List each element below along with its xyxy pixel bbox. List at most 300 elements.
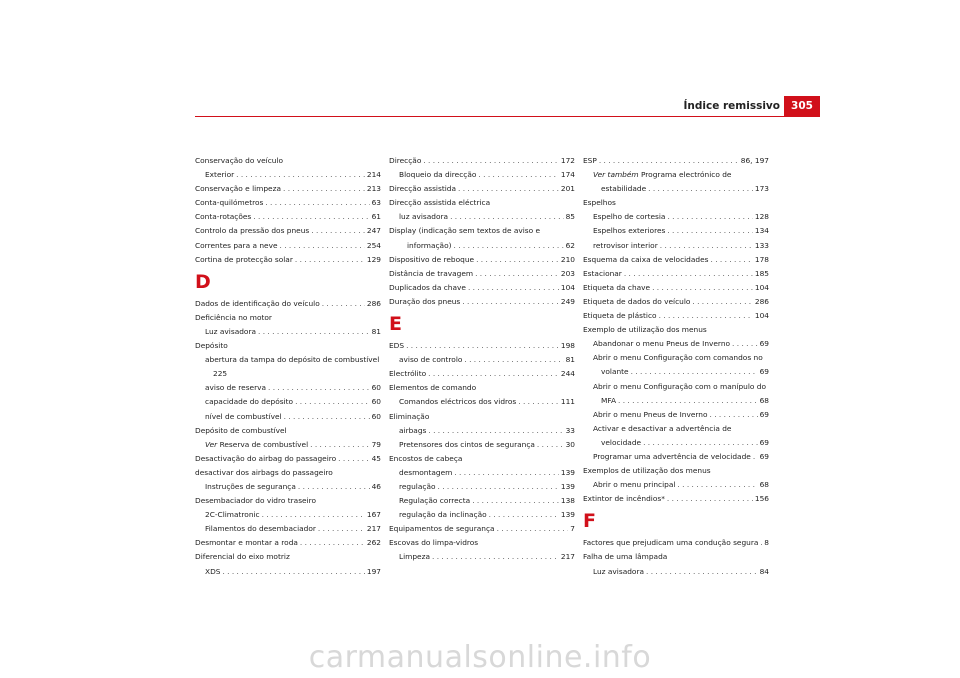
index-entry-page: 129 [366, 254, 381, 264]
index-entry-term [195, 550, 290, 564]
cross-reference-prefix: Ver [205, 439, 218, 449]
page-header [0, 96, 960, 120]
dot-leader [266, 381, 370, 395]
index-entry-page: 247 [366, 226, 381, 236]
index-entry-page: 139 [560, 467, 575, 477]
index-entry-term [399, 424, 426, 438]
dot-leader [452, 239, 564, 253]
index-entry-page: 62 [565, 240, 575, 250]
dot-leader [287, 424, 381, 438]
index-entry [195, 182, 381, 196]
index-entry-page: 203 [560, 268, 575, 278]
index-entry-term [593, 422, 731, 436]
index-entry-text: Conta-rotações [195, 212, 252, 222]
index-entry-page: 138 [560, 496, 575, 506]
index-entry-text: regulação [399, 481, 436, 491]
index-entry-term [583, 464, 711, 478]
index-entry [583, 380, 769, 394]
dot-leader [730, 337, 758, 351]
index-entry-text: Eliminação [389, 411, 430, 421]
dot-leader [296, 480, 370, 494]
dot-leader [476, 381, 575, 395]
index-entry [583, 408, 769, 422]
index-entry-text: Abandonar o menu Pneus de Inverno [593, 339, 731, 349]
index-entry [583, 239, 769, 253]
index-entry [389, 494, 575, 508]
dot-leader [283, 154, 381, 168]
index-entry-term [583, 295, 690, 309]
index-entry-page: 173 [754, 184, 769, 194]
index-entry-page: 249 [560, 296, 575, 306]
index-entry-text: Extintor de incêndios* [583, 494, 665, 504]
index-entry-page: 185 [754, 268, 769, 278]
index-entry-term [389, 253, 474, 267]
index-entry [195, 168, 381, 182]
index-entry [389, 381, 575, 395]
dot-leader [495, 522, 569, 536]
index-entry [195, 536, 381, 550]
index-entry [195, 508, 381, 522]
index-entry [583, 281, 769, 295]
dot-leader [452, 466, 559, 480]
index-entry-text: Etiqueta da chave [583, 282, 651, 292]
index-entry-term [583, 154, 597, 168]
index-entry [195, 452, 381, 466]
index-entry-term [601, 365, 629, 379]
index-entry-term [389, 224, 540, 238]
index-entry [583, 478, 769, 492]
index-entry-text: Duplicados da chave [389, 282, 466, 292]
index-entry [583, 224, 769, 238]
index-entry-text: Luz avisadora [205, 326, 257, 336]
index-entry-term [593, 168, 731, 182]
index-entry-text: Instruções de segurança [205, 481, 296, 491]
index-entry [195, 466, 381, 480]
index-entry-page: 7 [570, 524, 575, 534]
index-entry-text: Depósito [195, 341, 228, 351]
index-entry-text: MFA [601, 395, 617, 405]
index-entry [583, 154, 769, 168]
dot-leader [333, 466, 381, 480]
dot-leader [641, 436, 758, 450]
index-entry [195, 196, 381, 210]
index-entry-term [195, 536, 298, 550]
index-entry-page: 104 [754, 282, 769, 292]
index-entry-page: 69 [759, 409, 769, 419]
index-entry-page: 134 [754, 226, 769, 236]
index-entry-term [205, 395, 293, 409]
dot-leader [336, 452, 369, 466]
index-entry-text: Escovas do limpa-vidros [389, 538, 479, 548]
index-entry-term [213, 367, 227, 381]
index-entry-page: 104 [754, 311, 769, 321]
dot-leader [466, 281, 559, 295]
dot-leader [220, 565, 364, 579]
dot-leader [404, 339, 559, 353]
dot-leader [278, 239, 365, 253]
index-entry-page: 68 [759, 395, 769, 405]
index-entry [583, 565, 769, 579]
index-entry-text: Activar e desactivar a advertência de [593, 423, 732, 433]
index-entry-text: Esquema da caixa de velocidades [583, 254, 709, 264]
index-entry-term [593, 239, 658, 253]
index-entry [195, 550, 381, 564]
dot-leader [616, 196, 769, 210]
index-entry-page: 69 [759, 437, 769, 447]
dot-leader [622, 267, 753, 281]
index-entry [195, 367, 381, 381]
index-entry [389, 210, 575, 224]
index-entry-text: Espelhos exteriores [593, 226, 666, 236]
index-column-3 [583, 154, 769, 579]
index-entry [389, 267, 575, 281]
index-entry-text: Electrólito [389, 369, 427, 379]
index-entry [583, 536, 769, 550]
index-entry-text: Espelhos [583, 198, 616, 208]
index-entry-term [389, 196, 490, 210]
index-entry-text: Luz avisadora [593, 566, 645, 576]
index-entry [583, 550, 769, 564]
dot-leader [751, 450, 758, 464]
dot-leader [448, 210, 564, 224]
dot-leader [478, 536, 575, 550]
index-entry-text: airbags [399, 425, 427, 435]
index-entry-term [593, 210, 665, 224]
index-entry-term [389, 536, 478, 550]
index-entry [389, 196, 575, 210]
index-entry-term [195, 494, 316, 508]
dot-leader [657, 309, 753, 323]
index-entry-term [389, 267, 473, 281]
index-entry-page: 81 [371, 326, 381, 336]
index-column-2 [389, 154, 575, 565]
index-entry [583, 196, 769, 210]
index-entry-text: Dispositivo de reboque [389, 254, 475, 264]
dot-leader [228, 339, 381, 353]
index-entry-page: 201 [560, 184, 575, 194]
index-entry-term [583, 492, 665, 506]
index-entry-text: Direcção assistida eléctrica [389, 198, 491, 208]
index-entry-text: Etiqueta de dados do veículo [583, 296, 691, 306]
index-entry [195, 239, 381, 253]
index-entry-term [195, 224, 309, 238]
index-entry-text: Falha de uma lâmpada [583, 552, 668, 562]
dot-leader [260, 508, 365, 522]
page-number-badge: 305 [784, 96, 820, 116]
dot-leader [308, 438, 369, 452]
dot-leader [665, 492, 753, 506]
index-entry-term [583, 536, 758, 550]
index-entry [195, 253, 381, 267]
index-entry-term [195, 210, 251, 224]
index-entry-term [601, 436, 641, 450]
index-entry-page: 69 [759, 367, 769, 377]
watermark: carmanualsonline.info [308, 640, 652, 675]
dot-leader [272, 311, 381, 325]
index-entry-term [205, 381, 266, 395]
dot-leader [298, 536, 365, 550]
index-entry-text: Exemplo de utilização dos menus [583, 325, 707, 335]
index-entry-text: desmontagem [399, 467, 453, 477]
index-entry-page: 33 [565, 425, 575, 435]
index-entry-text: Conservação do veículo [195, 156, 284, 165]
index-entry-text: Programar uma advertência de velocidade [593, 451, 751, 461]
dot-leader [708, 408, 758, 422]
header-divider [195, 116, 820, 117]
index-entry-term [389, 281, 466, 295]
dot-leader [316, 494, 381, 508]
dot-leader [540, 224, 575, 238]
index-entry [389, 168, 575, 182]
index-entry-page: 167 [366, 510, 381, 520]
dot-leader [309, 224, 365, 238]
index-entry-term [593, 351, 763, 365]
index-entry-text: Desembaciador do vidro traseiro [195, 496, 317, 506]
index-entry [195, 424, 381, 438]
dot-leader [487, 508, 559, 522]
index-entry-text: aviso de controlo [399, 355, 463, 365]
dot-leader [281, 182, 365, 196]
index-entry-term [389, 367, 426, 381]
index-entry-page: 79 [371, 439, 381, 449]
index-entry-text: luz avisadora [399, 212, 449, 222]
index-entry-page: 217 [560, 552, 575, 562]
index-entry-term [195, 311, 272, 325]
index-entry [389, 367, 575, 381]
index-entry-text: Filamentos do desembaciador [205, 524, 316, 534]
index-entry [583, 464, 769, 478]
index-entry [389, 410, 575, 424]
index-entry [195, 224, 381, 238]
index-entry-page: 262 [366, 538, 381, 548]
index-entry-text: retrovisor interior [593, 240, 658, 250]
index-entry [389, 295, 575, 309]
dot-leader [256, 325, 370, 339]
index-entry-page: 46 [371, 481, 381, 491]
index-entry-term [195, 297, 320, 311]
index-entry-text: Controlo da pressão dos pneus [195, 226, 310, 236]
index-entry-term [389, 182, 456, 196]
dot-leader [282, 410, 370, 424]
index-entry [583, 323, 769, 337]
index-entry-text: abertura da tampa do depósito de combustível [205, 355, 380, 365]
index-entry-text: Exterior [205, 170, 235, 180]
index-entry [583, 210, 769, 224]
index-entry-page: 244 [560, 369, 575, 379]
dot-leader [436, 480, 559, 494]
index-entry-text: regulação da inclinação [399, 510, 487, 520]
index-entry-text: 225 [213, 369, 228, 379]
index-entry-text: Cortina de protecção solar [195, 254, 293, 264]
index-entry [389, 438, 575, 452]
index-entry-text: Espelho de cortesia [593, 212, 666, 222]
index-entry-page: 63 [371, 198, 381, 208]
index-letter-heading: D [195, 270, 211, 293]
index-entry-term [389, 339, 404, 353]
index-entry-term [583, 196, 616, 210]
cross-reference-prefix: Ver também [593, 170, 639, 180]
section-title: Índice remissivo [683, 100, 780, 112]
index-entry [583, 422, 769, 436]
index-entry [195, 311, 381, 325]
index-entry-text: capacidade do depósito [205, 397, 294, 407]
dot-leader [460, 295, 559, 309]
index-entry [583, 182, 769, 196]
dot-leader [490, 196, 575, 210]
index-entry-term [205, 353, 379, 367]
index-entry-text: Regulação correcta [399, 496, 471, 506]
index-entry [583, 267, 769, 281]
index-entry-page: 286 [366, 298, 381, 308]
dot-leader [731, 168, 769, 182]
index-entry [195, 339, 381, 353]
dot-leader [766, 380, 769, 394]
index-entry-term [593, 408, 708, 422]
dot-leader [535, 438, 564, 452]
index-entry [195, 325, 381, 339]
index-entry-page: 139 [560, 510, 575, 520]
index-entry-text: Programa electrónico de [640, 170, 732, 180]
index-entry-term [389, 522, 495, 536]
index-entry [195, 438, 381, 452]
index-entry-term [389, 381, 476, 395]
dot-leader [650, 281, 753, 295]
index-entry-page: 197 [366, 566, 381, 576]
index-entry [389, 281, 575, 295]
index-entry [195, 381, 381, 395]
dot-leader [470, 494, 559, 508]
dot-leader [675, 478, 757, 492]
index-entry-text: Deficiência no motor [195, 312, 272, 322]
index-entry-text: Pretensores dos cintos de segurança [399, 439, 535, 449]
dot-leader [429, 410, 575, 424]
index-entry-term [205, 325, 256, 339]
index-entry-text: XDS [205, 566, 221, 576]
index-entry-page: 210 [560, 254, 575, 264]
index-entry-text: Limpeza [399, 552, 431, 562]
index-entry-term [593, 565, 644, 579]
index-entry [583, 351, 769, 365]
dot-leader [597, 154, 739, 168]
index-entry-page: 30 [565, 439, 575, 449]
index-entry-page: 86, 197 [740, 156, 769, 165]
index-entry [583, 253, 769, 267]
index-entry-page: 133 [754, 240, 769, 250]
index-entry [583, 394, 769, 408]
index-entry-page: 69 [759, 339, 769, 349]
index-entry-term [205, 168, 234, 182]
index-entry-page: 60 [371, 383, 381, 393]
index-entry-page: 85 [565, 212, 575, 222]
index-entry-text: Elementos de comando [389, 383, 477, 393]
index-entry-term [593, 224, 665, 238]
index-entry [195, 353, 381, 367]
index-entry-page: 156 [754, 494, 769, 504]
index-entry-term [205, 410, 282, 424]
dot-leader [234, 168, 365, 182]
index-entry-term [399, 395, 516, 409]
index-entry-text: Reserva de combustível [219, 439, 309, 449]
index-entry-page: 139 [560, 481, 575, 491]
index-entry-term [399, 438, 535, 452]
index-entry [389, 182, 575, 196]
index-entry-term [389, 410, 429, 424]
index-entry-text: aviso de reserva [205, 383, 267, 393]
index-entry [389, 550, 575, 564]
dot-leader [707, 323, 769, 337]
index-entry-term [389, 154, 421, 168]
dot-leader [763, 351, 769, 365]
index-entry-text: Desmontar e montar a roda [195, 538, 298, 548]
index-entry [195, 210, 381, 224]
index-entry-term [195, 452, 336, 466]
index-entry-page: 174 [560, 170, 575, 180]
index-entry-term [593, 337, 730, 351]
index-entry-page: 286 [754, 296, 769, 306]
index-entry-page: 214 [366, 170, 381, 180]
index-entry-page: 8 [764, 538, 769, 548]
index-entry-term [195, 196, 263, 210]
index-entry [389, 480, 575, 494]
index-entry [583, 295, 769, 309]
dot-leader [290, 550, 381, 564]
dot-leader [227, 367, 381, 381]
dot-leader [251, 210, 369, 224]
index-entry-page: 45 [371, 453, 381, 463]
index-entry [389, 508, 575, 522]
index-entry [583, 365, 769, 379]
index-entry-text: Comandos eléctricos dos vidros [399, 397, 517, 407]
index-entry [583, 492, 769, 506]
index-entry-text: ESP [583, 156, 597, 165]
index-entry [389, 154, 575, 168]
dot-leader [690, 295, 752, 309]
dot-leader [516, 395, 559, 409]
index-entry-text: nível de combustível [205, 411, 282, 421]
index-entry-term [593, 380, 766, 394]
index-entry-term [407, 239, 452, 253]
index-entry-text: Depósito de combustível [195, 425, 287, 435]
index-entry-term [399, 353, 462, 367]
index-entry-text: Abrir o menu Configuração com o manípulo do [593, 381, 766, 391]
index-entry-term [195, 253, 293, 267]
index-entry-text: Encostos de cabeça [389, 453, 463, 463]
index-entry-page: 68 [759, 480, 769, 490]
dot-leader [709, 253, 753, 267]
index-entry [583, 337, 769, 351]
dot-leader [316, 522, 365, 536]
index-entry-text: Bloqueio da direcção [399, 170, 477, 180]
index-entry [195, 480, 381, 494]
dot-leader [379, 353, 381, 367]
index-entry [389, 452, 575, 466]
index-entry-term [583, 323, 707, 337]
index-entry-text: Etiqueta de plástico [583, 311, 657, 321]
index-entry-term [205, 522, 316, 536]
dot-leader [665, 210, 752, 224]
index-entry-text: Correntes para a neve [195, 240, 278, 250]
index-entry-page: 217 [366, 524, 381, 534]
dot-leader [629, 365, 758, 379]
index-entry [583, 450, 769, 464]
index-entry [389, 466, 575, 480]
index-entry-text: Distância de travagem [389, 268, 474, 278]
index-entry-page: 61 [371, 212, 381, 222]
dot-leader [473, 267, 559, 281]
dot-leader [462, 353, 563, 367]
index-entry [195, 565, 381, 579]
index-entry-page: 178 [754, 254, 769, 264]
